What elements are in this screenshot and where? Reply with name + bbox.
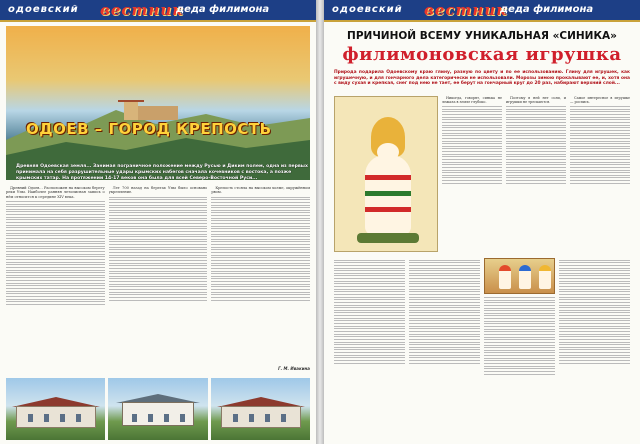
hero-title: ОДОЕВ – ГОРОД КРЕПОСТЬ xyxy=(26,120,272,138)
right-column-1 xyxy=(442,96,502,252)
article-signature: Г. М. Ивакина xyxy=(278,366,310,371)
masthead-subtitle: деда филимона xyxy=(500,4,594,15)
masthead-logo: вестник xyxy=(424,1,508,19)
right-lower-column-2 xyxy=(409,258,480,438)
toys-small-photo xyxy=(484,258,555,294)
page-gutter xyxy=(316,0,324,444)
right-masthead xyxy=(324,0,640,22)
article-lead: Природа подарила Одоевскому краю глину, разную по цвету и по ее использованию. Глину для игрушек, как игрушечную, и для гончарного дела категорически не использовали. Морозы зимою прокалывают ее, и, хотя она с виду сухая и крепкая, снег под нею не тает, ее берут на гончарный круг до 20 раз, набирают верхний слой... xyxy=(334,70,630,87)
right-lower-column-3 xyxy=(484,258,555,438)
paragraph: Крепость стояла на высоком холме, окружённом рвом. xyxy=(211,186,311,195)
left-article-columns xyxy=(6,186,310,374)
right-lower-columns xyxy=(334,258,630,438)
right-column-2 xyxy=(506,96,566,252)
hero-caption: Древняя Одоевская земля... Занимая пограничное положение между Русью и Диким полем, одна из первых принимала на себя разрушительные удары крымских набегов сначала кочевников с востока, а позже крымских татар. На протяжении 14-17 веков она была для всей Северо-Восточной Руси... xyxy=(16,164,308,180)
left-column-2 xyxy=(109,186,208,374)
left-column-1 xyxy=(6,186,105,374)
house-photo-1 xyxy=(6,378,105,440)
left-page xyxy=(0,0,316,444)
house-photo-3 xyxy=(211,378,310,440)
masthead-region: одоевский xyxy=(8,4,79,15)
article-kicker: ПРИЧИНОЙ ВСЕМУ УНИКАЛЬНАЯ «СИНИКА» xyxy=(347,30,617,42)
left-column-3 xyxy=(211,186,310,374)
paragraph: Лет 700 назад на берегах Упы было основано укрепление. xyxy=(108,186,208,195)
toy-photo xyxy=(334,96,438,252)
right-column-3 xyxy=(570,96,630,252)
masthead-subtitle: деда филимона xyxy=(176,4,270,15)
paragraph: Самое интересное в игрушке — роспись. xyxy=(570,96,630,105)
paragraph: Никогда, говорят, синька не лежала в земле глубоко. xyxy=(442,96,502,105)
left-masthead xyxy=(0,0,316,22)
house-photo-2 xyxy=(108,378,207,440)
paragraph: Древний Одоев... Расположен на высоком берегу реки Упы. Наиболее ранняя летописная запись о нём относится к середине XIV века. xyxy=(6,186,105,199)
article-title: филимоновская игрушка xyxy=(342,44,622,65)
right-upper-columns xyxy=(442,96,630,252)
paragraph: Поэтому в ней нет соли, и игрушки не трескаются. xyxy=(506,96,566,105)
masthead-logo: вестник xyxy=(100,1,184,19)
right-lower-column-4 xyxy=(559,258,630,438)
right-lower-column-1 xyxy=(334,258,405,438)
masthead-region: одоевский xyxy=(332,4,403,15)
bottom-photo-strip xyxy=(6,378,310,440)
fortress-photo xyxy=(6,26,310,180)
right-page xyxy=(324,0,640,444)
